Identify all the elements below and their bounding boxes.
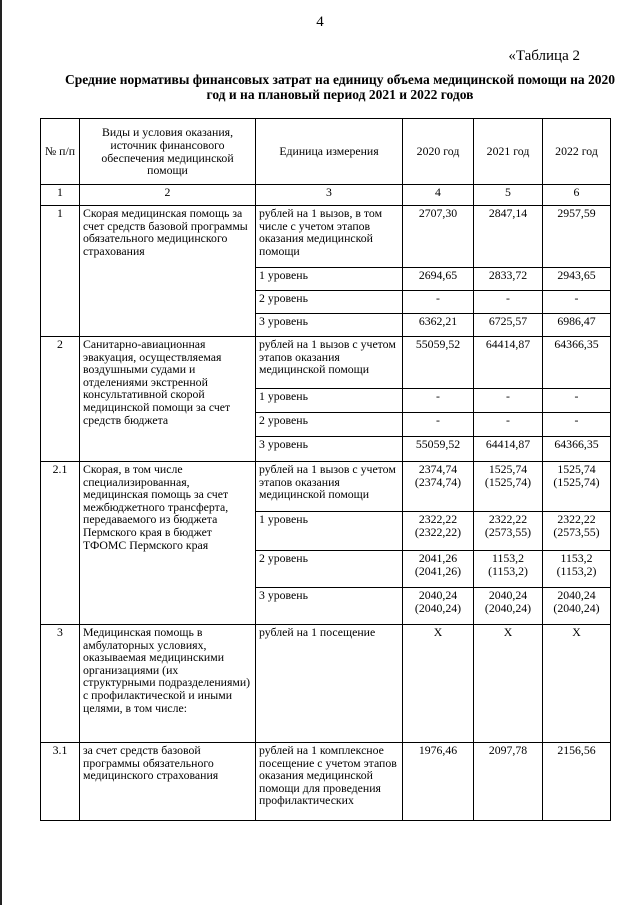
value-2022: 64366,35 xyxy=(543,337,611,389)
value-2020: 2041,26 (2041,26) xyxy=(403,551,474,588)
row-number: 2 xyxy=(41,337,80,462)
row-number: 3.1 xyxy=(41,743,80,821)
value-2021: 2322,22 (2573,55) xyxy=(474,512,543,551)
header-2022: 2022 год xyxy=(543,119,611,185)
header-row xyxy=(41,119,611,185)
table-row xyxy=(41,625,611,743)
value-2021: 2097,78 xyxy=(474,743,543,821)
value-2020: 1976,46 xyxy=(403,743,474,821)
unit-of-measure: 2 уровень xyxy=(256,551,403,588)
value-2020: - xyxy=(403,413,474,437)
value-2020: Х xyxy=(403,625,474,743)
index-cell: 2 xyxy=(80,185,256,206)
value-2022: 64366,35 xyxy=(543,437,611,462)
value-2020: 55059,52 xyxy=(403,437,474,462)
value-2022: 6986,47 xyxy=(543,314,611,337)
row-number: 1 xyxy=(41,206,80,337)
value-2022: 2943,65 xyxy=(543,268,611,291)
unit-of-measure: рублей на 1 посещение xyxy=(256,625,403,743)
value-2022: - xyxy=(543,413,611,437)
index-cell: 6 xyxy=(543,185,611,206)
value-2021: - xyxy=(474,413,543,437)
unit-of-measure: рублей на 1 вызов, в том числе с учетом этапов оказания медицинской помощи xyxy=(256,206,403,268)
value-2022: 1153,2 (1153,2) xyxy=(543,551,611,588)
value-2020: 2040,24 (2040,24) xyxy=(403,588,474,625)
value-2021: 1153,2 (1153,2) xyxy=(474,551,543,588)
index-cell: 1 xyxy=(41,185,80,206)
care-kind: Медицинская помощь в амбулаторных условиях, оказываемая медицинскими организациями (их структурными подразделениями) с профилактической и иными целями, в том числе: xyxy=(80,625,256,743)
unit-of-measure: 2 уровень xyxy=(256,291,403,314)
unit-of-measure: рублей на 1 вызов с учетом этапов оказания медицинской помощи xyxy=(256,337,403,389)
value-2021: 64414,87 xyxy=(474,337,543,389)
column-index-row xyxy=(41,185,611,206)
value-2021: 6725,57 xyxy=(474,314,543,337)
value-2020: 2322,22 (2322,22) xyxy=(403,512,474,551)
table-row xyxy=(41,743,611,821)
care-kind: Санитарно-авиационная эвакуация, осуществляемая воздушными судами и отделениями экстренной консультативной скорой медицинской помощи за счет средств бюджета xyxy=(80,337,256,462)
value-2021: 2040,24 (2040,24) xyxy=(474,588,543,625)
row-number: 2.1 xyxy=(41,462,80,625)
value-2022: 2040,24 (2040,24) xyxy=(543,588,611,625)
unit-of-measure: 3 уровень xyxy=(256,588,403,625)
row-number: 3 xyxy=(41,625,80,743)
table-row xyxy=(41,462,611,512)
table-row xyxy=(41,206,611,268)
header-2020: 2020 год xyxy=(403,119,474,185)
care-kind: Скорая, в том числе специализированная, медицинская помощь за счет межбюджетного трансферта, передаваемого из бюджета Пермского края в бюджет ТФОМС Пермского края xyxy=(80,462,256,625)
unit-of-measure: 1 уровень xyxy=(256,268,403,291)
value-2020: - xyxy=(403,389,474,413)
value-2021: 2833,72 xyxy=(474,268,543,291)
value-2022: 2156,56 xyxy=(543,743,611,821)
unit-of-measure: 3 уровень xyxy=(256,437,403,462)
header-num: № п/п xyxy=(41,119,80,185)
unit-of-measure: рублей на 1 комплексное посещение с учетом этапов оказания медицинской помощи для проведения профилактических xyxy=(256,743,403,821)
index-cell: 5 xyxy=(474,185,543,206)
page-number: 4 xyxy=(316,14,324,30)
value-2022: Х xyxy=(543,625,611,743)
value-2021: 1525,74 (1525,74) xyxy=(474,462,543,512)
scan-edge xyxy=(0,0,2,905)
header-kind: Виды и условия оказания, источник финансового обеспечения медицинской помощи xyxy=(80,119,256,185)
value-2020: 2707,30 xyxy=(403,206,474,268)
value-2020: 55059,52 xyxy=(403,337,474,389)
value-2022: - xyxy=(543,389,611,413)
document-title: Средние нормативы финансовых затрат на единицу объема медицинской помощи на 2020 год и на плановый период 2021 и 2022 годов xyxy=(64,72,616,102)
value-2022: 2957,59 xyxy=(543,206,611,268)
value-2020: 2374,74 (2374,74) xyxy=(403,462,474,512)
unit-of-measure: 2 уровень xyxy=(256,413,403,437)
care-kind: за счет средств базовой программы обязательного медицинского страхования xyxy=(80,743,256,821)
index-cell: 3 xyxy=(256,185,403,206)
unit-of-measure: 1 уровень xyxy=(256,512,403,551)
value-2020: 2694,65 xyxy=(403,268,474,291)
value-2020: 6362,21 xyxy=(403,314,474,337)
value-2020: - xyxy=(403,291,474,314)
value-2022: - xyxy=(543,291,611,314)
value-2021: 2847,14 xyxy=(474,206,543,268)
unit-of-measure: 1 уровень xyxy=(256,389,403,413)
header-2021: 2021 год xyxy=(474,119,543,185)
care-kind: Скорая медицинская помощь за счет средств базовой программы обязательного медицинского страхования xyxy=(80,206,256,337)
unit-of-measure: рублей на 1 вызов с учетом этапов оказания медицинской помощи xyxy=(256,462,403,512)
header-unit: Единица измерения xyxy=(256,119,403,185)
value-2022: 1525,74 (1525,74) xyxy=(543,462,611,512)
unit-of-measure: 3 уровень xyxy=(256,314,403,337)
index-cell: 4 xyxy=(403,185,474,206)
value-2022: 2322,22 (2573,55) xyxy=(543,512,611,551)
table-row xyxy=(41,337,611,389)
value-2021: 64414,87 xyxy=(474,437,543,462)
value-2021: - xyxy=(474,291,543,314)
table-label: «Таблица 2 xyxy=(508,48,580,64)
value-2021: Х xyxy=(474,625,543,743)
value-2021: - xyxy=(474,389,543,413)
norms-table xyxy=(40,118,611,821)
